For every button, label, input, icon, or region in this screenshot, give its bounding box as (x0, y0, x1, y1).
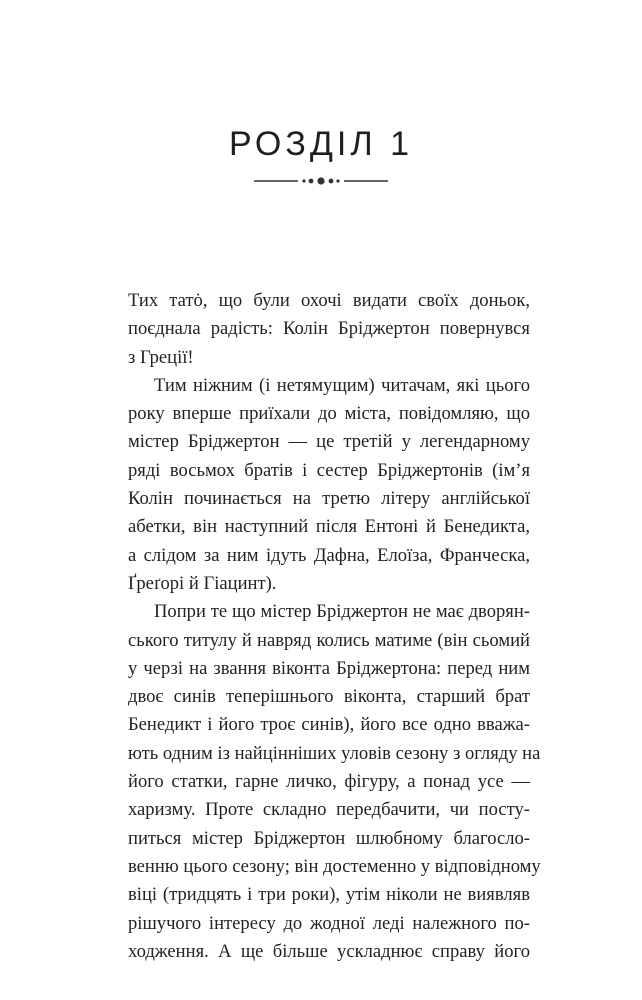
text-line: Попри те що містер Бріджертон не має дворян- (154, 601, 530, 623)
text-line: Ґреґорі й Гіацинт). (128, 572, 277, 594)
text-line: ряді восьмох братів і сестер Бріджертонів (ім’я (128, 459, 530, 481)
text-line: містер Бріджертон — це третій у легендарному (128, 431, 530, 453)
text-line: року вперше приїхали до міста, повідомляю, що (128, 403, 530, 425)
chapter-body-text (128, 287, 541, 966)
decorative-divider-icon (254, 173, 388, 189)
text-line: Колін починається на третю літеру англійської (128, 488, 530, 510)
text-line: віці (тридцять і три роки), утім ніколи не виявляв (128, 884, 530, 906)
text-line: Тих татȯ, що були охочі видати своїх доньок, (128, 290, 530, 311)
text-line: з Греції! (128, 346, 194, 368)
text-line: харизму. Проте складно передбачити, чи посту- (128, 799, 530, 821)
text-line: а слідом за ним ідуть Дафна, Елоїза, Франческа, (128, 544, 530, 566)
text-line: поєднала радість: Колін Бріджертон повернувся (128, 318, 530, 340)
text-line: абетки, він наступний після Ентоні й Бенедикта, (128, 516, 530, 538)
text-line: Бенедикт і його троє синів), його все одно вважа- (128, 714, 530, 736)
text-line: двоє синів теперішнього віконта, старший брат (128, 686, 530, 708)
text-line: рішучого інтересу до жодної леді належного по- (128, 912, 530, 934)
text-line: питься містер Бріджертон шлюбному благосло- (128, 827, 530, 849)
text-line: венню цього сезону; він достеменно у відповідному (128, 855, 541, 877)
chapter-title: РОЗДІЛ 1 (228, 125, 414, 163)
text-line: ють одним із найцінніших уловів сезону з огляду на (128, 742, 541, 764)
text-line: ського титулу й навряд колись матиме (він сьомий (128, 629, 530, 651)
text-line: Тим ніжним (і нетямущим) читачам, які цього (154, 374, 530, 396)
text-line: у черзі на звання віконта Бріджертона: перед ним (128, 657, 530, 679)
text-line: його статки, гарне личко, фігуру, а понад усе — (128, 771, 530, 793)
text-line: ходження. А ще більше ускладнює справу його (128, 940, 530, 962)
